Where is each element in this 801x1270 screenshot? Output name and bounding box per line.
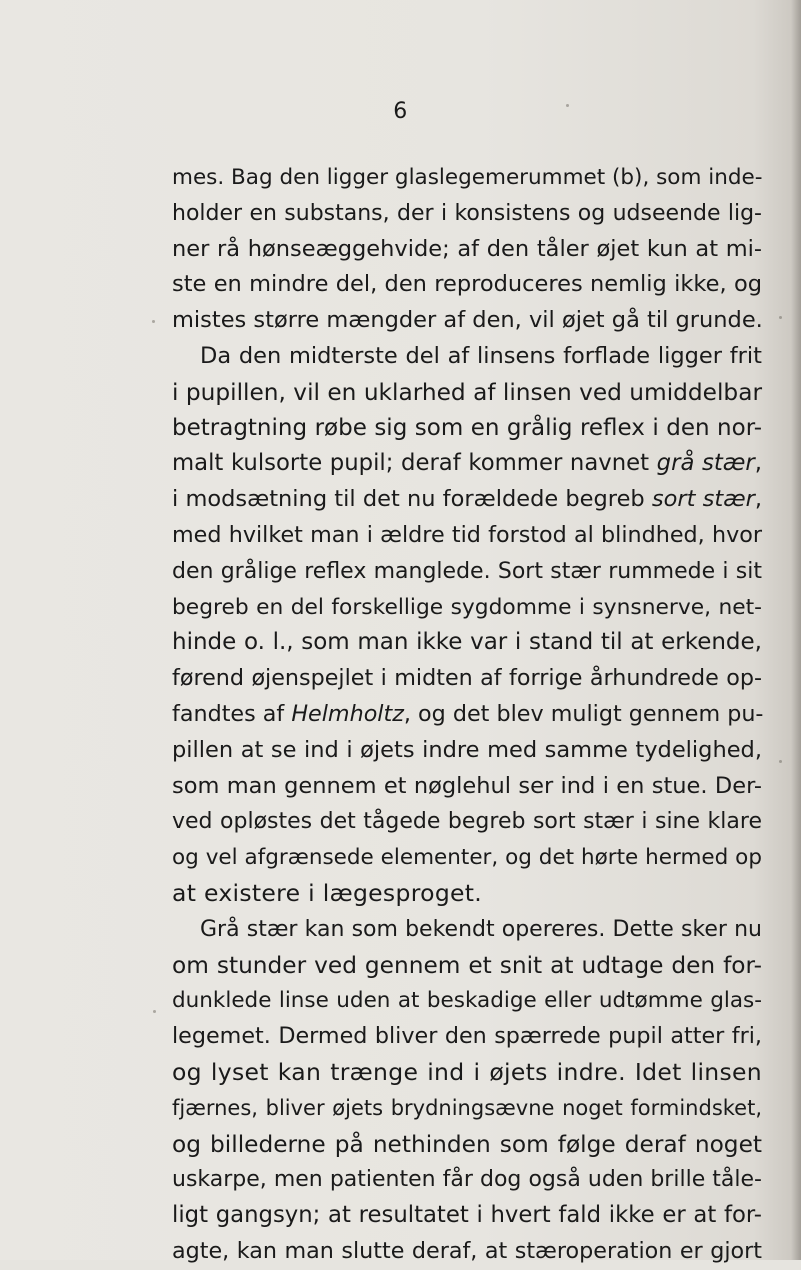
text-run: holder en substans, der i konsistens og udseende lig- [172, 200, 762, 226]
text-run: og lyset kan trænge ind i øjets indre. Idet linsen [172, 1057, 762, 1086]
text-run: betragtning røbe sig som en grålig reflex i den nor- [172, 414, 762, 441]
text-run: mistes større mængder af den, vil øjet gå til grunde. [172, 307, 763, 334]
text-line [172, 482, 762, 518]
text-line [172, 1019, 762, 1055]
text-run: hinde o. l., som man ikke var i stand til at erkende, [172, 629, 762, 656]
text-line [172, 912, 762, 948]
text-line [172, 697, 762, 733]
text-run: Grå stær kan som bekendt opereres. Dette sker nu [200, 916, 762, 942]
text-line [172, 625, 762, 661]
text-run: mes. Bag den ligger glaslegemerummet (b), som inde- [172, 165, 763, 190]
text-run: dunklede linse uden at beskadige eller udtømme glas- [172, 988, 762, 1014]
text-run: agte, kan man slutte deraf, at stæroperation er gjort [172, 1237, 762, 1264]
italic-term: grå stær [656, 450, 755, 477]
paper-speck [152, 320, 155, 323]
text-run: ste en mindre del, den reproduceres nemlig ikke, og [172, 271, 762, 298]
text-line [172, 1198, 762, 1234]
text-line [172, 411, 762, 447]
text-line [172, 339, 762, 375]
text-line [172, 375, 762, 411]
text-run: som man gennem et nøglehul ser ind i en stue. Der- [172, 772, 762, 799]
text-run: uskarpe, men patienten får dog også uden brille tåle- [172, 1167, 762, 1193]
text-run: fandtes af [172, 700, 292, 727]
text-run: malt kulsorte pupil; deraf kommer navnet [172, 450, 657, 477]
text-run: og vel afgrænsede elementer, og det hørte hermed op [172, 845, 762, 871]
italic-term: Helmholtz [291, 700, 404, 727]
text-run: fjærnes, bliver øjets brydningsævne noget formindsket, [172, 1095, 762, 1120]
text-run: den grålige reflex manglede. Sort stær rummede i sit [172, 558, 762, 584]
paper-speck [566, 104, 569, 107]
page-edge-shadow [791, 0, 801, 1260]
text-line [172, 876, 762, 912]
text-run: , [754, 450, 763, 477]
text-line [172, 983, 762, 1019]
text-line [172, 769, 762, 805]
text-line [172, 948, 762, 984]
text-run: ner rå hønseæggehvide; af den tåler øjet kun at mi- [172, 235, 762, 262]
text-line [172, 518, 762, 554]
text-line [172, 446, 762, 482]
text-line [172, 267, 762, 303]
text-run: Da den midterste del af linsens forflade ligger frit [200, 342, 762, 369]
text-run: legemet. Dermed bliver den spærrede pupil atter fri, [172, 1023, 762, 1050]
text-line [172, 804, 762, 840]
text-line [172, 232, 762, 268]
text-line [172, 1091, 762, 1127]
text-line [172, 590, 762, 626]
text-line [172, 661, 762, 697]
text-run: i modsætning til det nu forældede begreb [172, 486, 652, 513]
body-text [172, 160, 762, 1270]
text-run: ligt gangsyn; at resultatet i hvert fald ikke er at for- [172, 1202, 762, 1229]
text-run: ved opløstes det tågede begreb sort stær i sine klare [172, 809, 762, 835]
text-run: førend øjenspejlet i midten af forrige århundrede op- [172, 665, 762, 692]
text-run: og billederne på nethinden som følge deraf noget [172, 1130, 762, 1158]
paper-speck [153, 1010, 156, 1013]
text-line [172, 1127, 762, 1163]
text-run: at existere i lægesproget. [172, 878, 483, 907]
text-run: pillen at se ind i øjets indre med samme tydelighed, [172, 736, 762, 763]
text-run: om stunder ved gennem et snit at udtage den for- [172, 951, 762, 979]
text-line [172, 1055, 762, 1091]
text-line [172, 840, 762, 876]
text-line [172, 196, 762, 232]
page-number: 6 [393, 99, 408, 124]
italic-term: sort stær [651, 486, 755, 513]
text-line [172, 303, 762, 339]
text-run: , og det blev muligt gennem pu- [403, 700, 764, 727]
text-line [172, 160, 762, 196]
paper-speck [779, 316, 782, 319]
paper-speck [779, 760, 782, 763]
text-line [172, 1162, 762, 1198]
text-run: med hvilket man i ældre tid forstod al blindhed, hvor [172, 521, 762, 548]
text-run: , [754, 486, 762, 513]
text-run: begreb en del forskellige sygdomme i synsnerve, net- [172, 594, 762, 620]
text-line [172, 1234, 762, 1270]
text-line [172, 554, 762, 590]
text-line [172, 733, 762, 769]
text-run: i pupillen, vil en uklarhed af linsen ved umiddelbar [172, 378, 762, 406]
